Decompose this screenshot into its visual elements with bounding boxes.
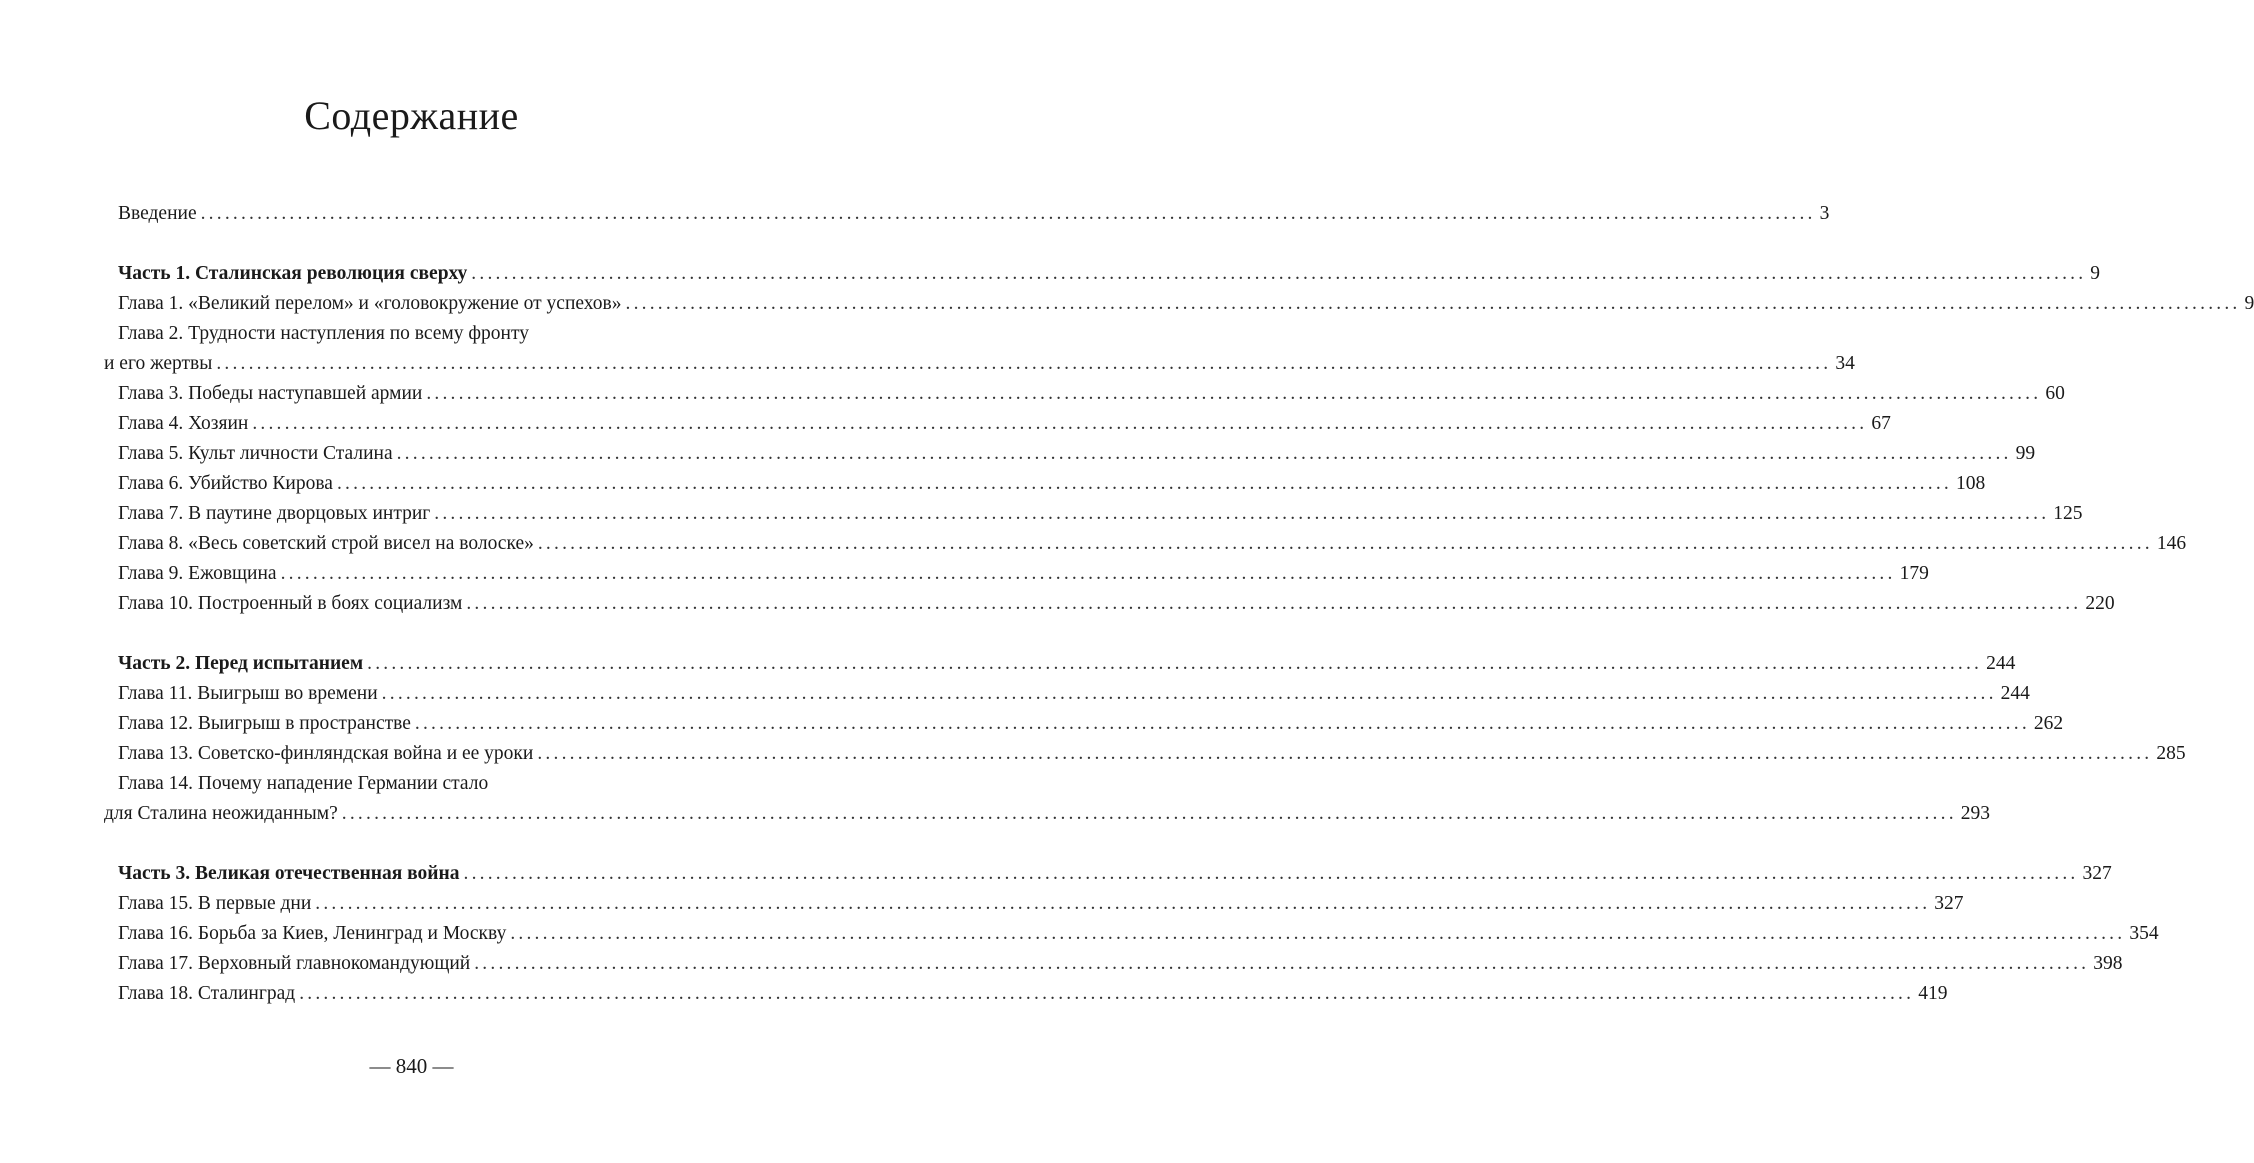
- toc-leader-dots: ........................................................................................................................................................................................................: [463, 863, 2079, 884]
- toc-leader-dots: ........................................................................................................................................................................................................: [396, 443, 2012, 464]
- toc-entry-title: для Сталина неожиданным?: [104, 803, 338, 824]
- toc-entry: [104, 949, 2123, 979]
- toc-entry: [104, 469, 1986, 499]
- toc-leader-dots: ........................................................................................................................................................................................................: [510, 923, 2126, 944]
- toc-page-number: 285: [2156, 743, 2186, 764]
- toc-leader-dots: ........................................................................................................................................................................................................: [471, 263, 2087, 284]
- toc-page-number: 99: [2015, 443, 2036, 464]
- toc-part-entry: [104, 859, 2112, 889]
- toc-entry-title: Глава 16. Борьба за Киев, Ленинград и Москву: [118, 923, 507, 944]
- toc-leader-dots: ........................................................................................................................................................................................................: [336, 473, 1952, 494]
- toc-entry-title: Глава 4. Хозяин: [118, 413, 249, 434]
- toc-entry: [104, 709, 2064, 739]
- toc-entry: [104, 409, 1891, 439]
- table-of-contents: [104, 199, 2254, 1009]
- toc-entry: [104, 799, 1991, 829]
- toc-page-number: 3: [1819, 203, 1830, 224]
- toc-entry: [104, 889, 1964, 919]
- toc-entry: [104, 499, 2083, 529]
- toc-entry-title: Часть 1. Сталинская революция сверху: [118, 263, 468, 284]
- toc-page-number: 220: [2085, 593, 2115, 614]
- toc-leader-dots: ........................................................................................................................................................................................................: [216, 353, 1832, 374]
- toc-page-number: 67: [1871, 413, 1891, 434]
- toc-entry-title: Часть 3. Великая отечественная война: [118, 863, 460, 884]
- toc-page-number: 398: [2093, 953, 2123, 974]
- toc-entry-title: Глава 6. Убийство Кирова: [118, 473, 333, 494]
- toc-entry-title: Глава 11. Выигрыш во времени: [118, 683, 378, 704]
- toc-page-number: 262: [2033, 713, 2064, 734]
- toc-entry: [104, 559, 1929, 589]
- toc-page-number: 293: [1960, 803, 1991, 824]
- toc-spacer: [104, 829, 724, 859]
- toc-entry-title: Глава 12. Выигрыш в пространстве: [118, 713, 411, 734]
- toc-entry-title: Глава 15. В первые дни: [118, 893, 312, 914]
- toc-entry: [104, 349, 1855, 379]
- toc-leader-dots: ........................................................................................................................................................................................................: [341, 803, 1957, 824]
- toc-leader-dots: ........................................................................................................................................................................................................: [200, 203, 1816, 224]
- toc-entry: [104, 679, 2030, 709]
- toc-entry-title: Глава 7. В паутине дворцовых интриг: [118, 503, 431, 524]
- toc-leader-dots: ........................................................................................................................................................................................................: [426, 383, 2042, 404]
- toc-entry: [104, 919, 2159, 949]
- toc-entry-title: Глава 1. «Великий перелом» и «головокружение от успехов»: [118, 293, 622, 314]
- toc-entry: [104, 319, 724, 349]
- toc-page-number: 179: [1899, 563, 1929, 584]
- toc-entry: [104, 289, 2254, 319]
- toc-entry-title: Часть 2. Перед испытанием: [118, 653, 364, 674]
- toc-entry: [104, 589, 2115, 619]
- toc-leader-dots: ........................................................................................................................................................................................................: [315, 893, 1931, 914]
- toc-page-number: 9: [2244, 293, 2254, 314]
- toc-leader-dots: ........................................................................................................................................................................................................: [381, 683, 1997, 704]
- toc-page-number: 108: [1955, 473, 1986, 494]
- toc-entry-title: Глава 2. Трудности наступления по всему фронту: [118, 323, 529, 344]
- toc-page-number: 34: [1835, 353, 1855, 374]
- toc-leader-dots: ........................................................................................................................................................................................................: [537, 743, 2153, 764]
- page-number: — 840 —: [369, 1054, 454, 1078]
- toc-entry-title: Введение: [118, 203, 197, 224]
- toc-page-number: 327: [2082, 863, 2112, 884]
- toc-entry: [104, 529, 2187, 559]
- toc-entry-title: Глава 14. Почему нападение Германии стало: [118, 773, 489, 794]
- toc-page-number: 60: [2045, 383, 2065, 404]
- toc-entry: [104, 199, 1830, 229]
- toc-leader-dots: ........................................................................................................................................................................................................: [625, 293, 2241, 314]
- toc-page-number: 327: [1934, 893, 1964, 914]
- toc-entry-title: Глава 8. «Весь советский строй висел на волоске»: [118, 533, 534, 554]
- toc-leader-dots: ........................................................................................................................................................................................................: [299, 983, 1915, 1004]
- toc-leader-dots: ........................................................................................................................................................................................................: [367, 653, 1983, 674]
- toc-entry: [104, 979, 1948, 1009]
- toc-entry-title: Глава 13. Советско-финляндская война и ее уроки: [118, 743, 534, 764]
- toc-part-entry: [104, 259, 2101, 289]
- toc-page-number: 146: [2156, 533, 2187, 554]
- toc-leader-dots: ........................................................................................................................................................................................................: [474, 953, 2090, 974]
- toc-page-number: 125: [2053, 503, 2083, 524]
- toc-entry: [104, 769, 724, 799]
- toc-page-number: 354: [2129, 923, 2159, 944]
- toc-page-number: 9: [2090, 263, 2101, 284]
- toc-leader-dots: ........................................................................................................................................................................................................: [252, 413, 1868, 434]
- toc-leader-dots: ........................................................................................................................................................................................................: [280, 563, 1896, 584]
- toc-entry-title: Глава 17. Верховный главнокомандующий: [118, 953, 471, 974]
- toc-page-number: 244: [2000, 683, 2030, 704]
- toc-part-entry: [104, 649, 2016, 679]
- toc-entry: [104, 439, 2036, 469]
- toc-entry-title: Глава 10. Построенный в боях социализм: [118, 593, 463, 614]
- toc-leader-dots: ........................................................................................................................................................................................................: [434, 503, 2050, 524]
- toc-entry-title: Глава 3. Победы наступавшей армии: [118, 383, 423, 404]
- toc-entry: [104, 379, 2065, 409]
- page-title: Содержание: [304, 93, 519, 138]
- toc-entry-title: Глава 18. Сталинград: [118, 983, 296, 1004]
- toc-entry-title: и его жертвы: [104, 353, 213, 374]
- toc-leader-dots: ........................................................................................................................................................................................................: [537, 533, 2153, 554]
- toc-leader-dots: ........................................................................................................................................................................................................: [414, 713, 2030, 734]
- toc-entry: [104, 739, 2186, 769]
- toc-spacer: [104, 619, 724, 649]
- toc-page-number: 419: [1918, 983, 1948, 1004]
- toc-leader-dots: ........................................................................................................................................................................................................: [466, 593, 2082, 614]
- toc-spacer: [104, 229, 724, 259]
- toc-entry-title: Глава 5. Культ личности Сталина: [118, 443, 393, 464]
- toc-entry-title: Глава 9. Ежовщина: [118, 563, 277, 584]
- toc-page-number: 244: [1986, 653, 2016, 674]
